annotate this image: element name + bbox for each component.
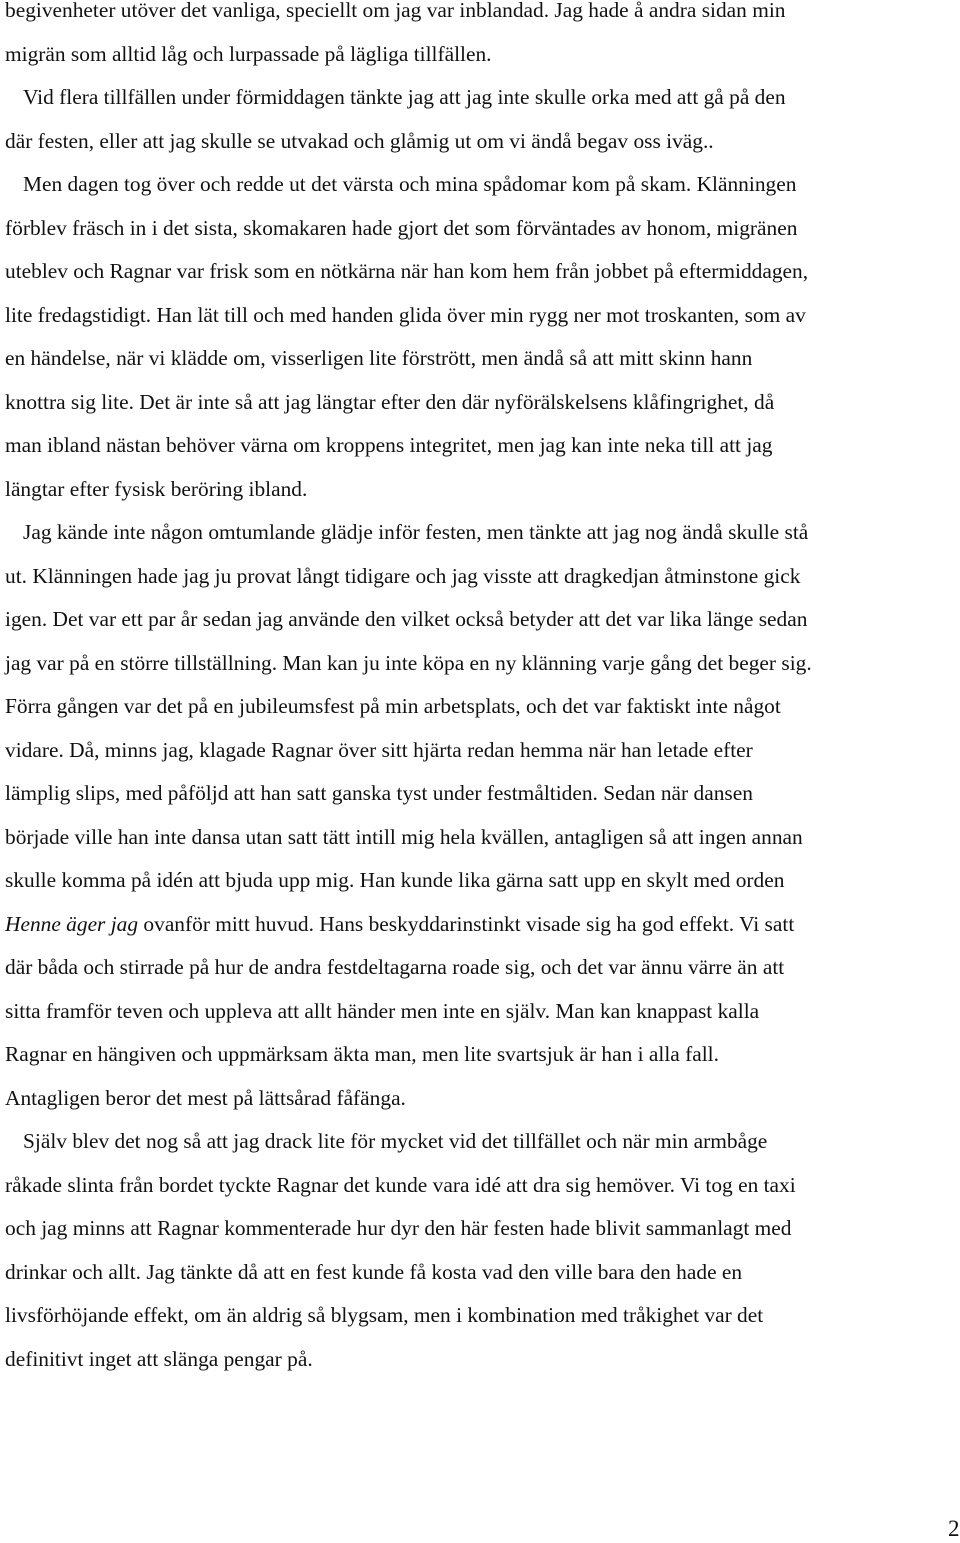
text-line: började ville han inte dansa utan satt tätt intill mig hela kvällen, antagligen så att ingen annan <box>5 824 803 849</box>
text-line: drinkar och allt. Jag tänkte då att en fest kunde få kosta vad den ville bara den hade en <box>5 1259 743 1284</box>
text-line: Vid flera tillfällen under förmiddagen tänkte jag att jag inte skulle orka med att gå på den <box>23 85 786 109</box>
text-line: sitta framför teven och uppleva att allt händer men inte en själv. Man kan knappast kalla <box>5 998 760 1023</box>
text-line: skulle komma på idén att bjuda upp mig. Han kunde lika gärna satt upp en skylt med orden <box>5 868 785 892</box>
text-line: definitivt inget att slänga pengar på. <box>5 1346 313 1371</box>
document-page <box>5 0 960 1543</box>
body-text <box>5 0 955 1381</box>
text-line: Själv blev det nog så att jag drack lite för mycket vid det tillfället och när min armbåge <box>23 1129 768 1153</box>
text-line: och jag minns att Ragnar kommenterade hur dyr den här festen hade blivit sammanlagt med <box>5 1216 792 1240</box>
text-line: begivenheter utöver det vanliga, speciellt om jag var inblandad. Jag hade å andra sidan min <box>5 0 786 22</box>
text-line: där festen, eller att jag skulle se utvakad och glåmig ut om vi ändå begav oss iväg.. <box>5 128 714 153</box>
text-line: en händelse, när vi klädde om, visserligen lite förstrött, men ändå så att mitt skinn hann <box>5 346 753 370</box>
text-line: livsförhöjande effekt, om än aldrig så blygsam, men i kombination med tråkighet var det <box>5 1303 764 1327</box>
text-line: uteblev och Ragnar var frisk som en nötkärna när han kom hem från jobbet på eftermiddagen, <box>5 259 809 283</box>
italic-phrase: Henne äger jag <box>5 911 139 936</box>
text-line: Förra gången var det på en jubileumsfest på min arbetsplats, och det var faktiskt inte något <box>5 694 781 718</box>
text-line-with-italic <box>5 903 955 947</box>
text-line: jag var på en större tillställning. Man kan ju inte köpa en ny klänning varje gång det beger sig. <box>5 650 812 675</box>
text-line: förblev fräsch in i det sista, skomakaren hade gjort det som förväntades av honom, migränen <box>5 215 798 240</box>
text-line: Men dagen tog över och redde ut det värsta och mina spådomar kom på skam. Klänningen <box>23 172 797 196</box>
text-line: Ragnar en hängiven och uppmärksam äkta man, men lite svartsjuk är han i alla fall. <box>5 1042 719 1066</box>
text-line: migrän som alltid låg och lurpassade på lägliga tillfällen. <box>5 41 492 66</box>
text-line: vidare. Då, minns jag, klagade Ragnar över sitt hjärta redan hemma när han letade efter <box>5 737 753 762</box>
text-line: man ibland nästan behöver värna om kroppens integritet, men jag kan inte neka till att jag <box>5 433 773 457</box>
text-line: knottra sig lite. Det är inte så att jag längtar efter den där nyförälskelsens klåfingrighet, då <box>5 389 775 414</box>
text-line: där båda och stirrade på hur de andra festdeltagarna roade sig, och det var ännu värre än att <box>5 955 785 979</box>
text-line: lämplig slips, med påföljd att han satt ganska tyst under festmåltiden. Sedan när dansen <box>5 781 753 805</box>
text-line-rest: ovanför mitt huvud. Hans beskyddarinstinkt visade sig ha god effekt. Vi satt <box>138 911 795 936</box>
text-line: Jag kände inte någon omtumlande glädje inför festen, men tänkte att jag nog ändå skulle stå <box>23 520 809 544</box>
text-line: Antagligen beror det mest på lättsårad fåfänga. <box>5 1085 406 1110</box>
text-line: ut. Klänningen hade jag ju provat långt tidigare och jag visste att dragkedjan åtminstone gick <box>5 563 801 588</box>
text-line: lite fredagstidigt. Han lät till och med handen glida över min rygg ner mot troskanten, som av <box>5 302 806 327</box>
text-line: råkade slinta från bordet tyckte Ragnar det kunde vara idé att dra sig hemöver. Vi tog en taxi <box>5 1172 796 1197</box>
page-number: 2 <box>948 1516 960 1541</box>
text-line: igen. Det var ett par år sedan jag använde den vilket också betyder att det var lika länge sedan <box>5 607 808 631</box>
text-line: längtar efter fysisk beröring ibland. <box>5 476 308 501</box>
